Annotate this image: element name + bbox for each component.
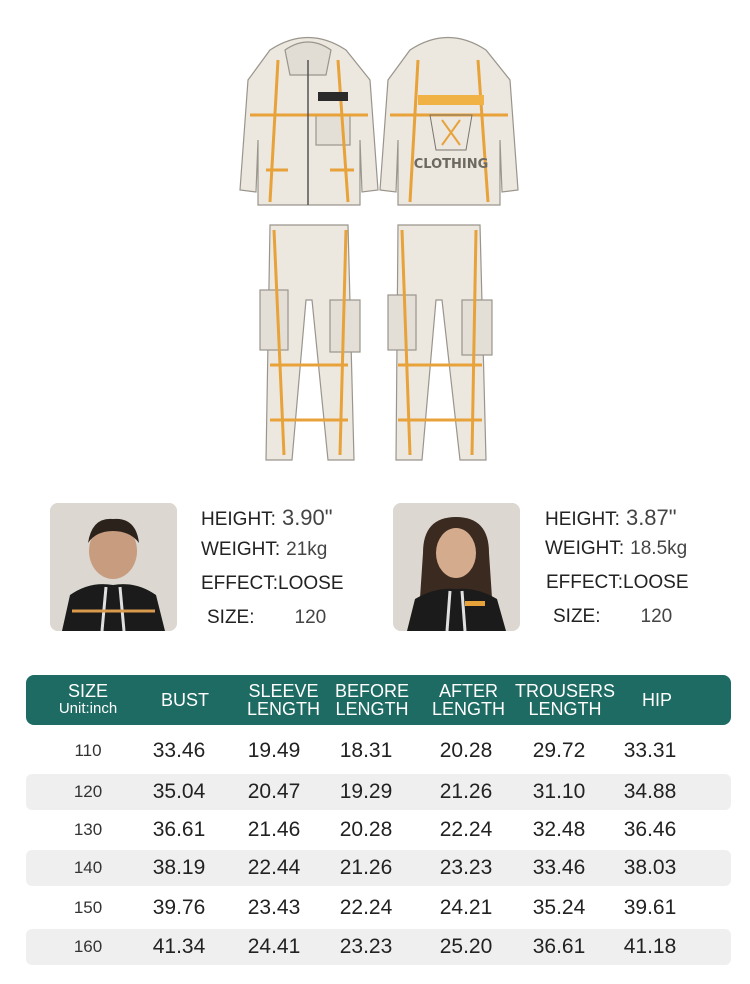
garment-illustration — [230, 20, 520, 475]
model-2-effect: EFFECT:LOOSE — [546, 572, 689, 593]
cell-after: 22.24 — [439, 818, 493, 841]
model-2-height: HEIGHT: 3.87" — [545, 505, 677, 530]
cell-sleeve: 20.47 — [247, 780, 301, 803]
model-2-size: SIZE: 120 — [553, 606, 673, 627]
jacket-back-print: CLOTHING — [413, 157, 489, 172]
cell-sleeve: 24.41 — [247, 935, 301, 958]
model-1-size: SIZE: 120 — [207, 607, 327, 628]
cell-hip: 36.46 — [623, 818, 677, 841]
cell-trousers: 32.48 — [532, 818, 586, 841]
table-row — [26, 929, 731, 965]
model-2-weight: WEIGHT: 18.5kg — [545, 538, 688, 559]
cell-bust: 39.76 — [152, 896, 206, 919]
table-row — [26, 890, 731, 926]
garment-sketch — [230, 20, 520, 475]
cell-bust: 35.04 — [152, 780, 206, 803]
cell-trousers: 33.46 — [532, 856, 586, 879]
cell-after: 23.23 — [439, 856, 493, 879]
cell-after: 24.21 — [439, 896, 493, 919]
table-row — [26, 733, 731, 769]
cell-before: 21.26 — [339, 856, 393, 879]
cell-bust: 38.19 — [152, 856, 206, 879]
header-sleeve-length: SLEEVE LENGTH — [246, 681, 320, 719]
cell-hip: 38.03 — [623, 856, 677, 879]
cell-sleeve: 23.43 — [247, 896, 301, 919]
cell-bust: 36.61 — [152, 818, 206, 841]
cell-trousers: 36.61 — [532, 935, 586, 958]
cell-size: 120 — [73, 782, 103, 801]
cell-trousers: 35.24 — [532, 896, 586, 919]
cell-before: 23.23 — [339, 935, 393, 958]
cell-trousers: 29.72 — [532, 739, 586, 762]
cell-bust: 41.34 — [152, 935, 206, 958]
cell-before: 19.29 — [339, 780, 393, 803]
model-1-height: HEIGHT: 3.90" — [201, 505, 333, 530]
header-after-length: AFTER LENGTH — [431, 681, 505, 719]
cell-hip: 41.18 — [623, 935, 677, 958]
cell-before: 22.24 — [339, 896, 393, 919]
table-header — [26, 675, 731, 725]
model-1-effect: EFFECT:LOOSE — [201, 573, 344, 594]
cell-before: 18.31 — [339, 739, 393, 762]
model-photo-girl — [393, 503, 520, 631]
cell-hip: 39.61 — [623, 896, 677, 919]
cell-size: 130 — [73, 820, 103, 839]
model-1-weight: WEIGHT: 21kg — [201, 539, 328, 560]
cell-hip: 33.31 — [623, 739, 677, 762]
table-row — [26, 812, 731, 848]
cell-sleeve: 22.44 — [247, 856, 301, 879]
cell-after: 25.20 — [439, 935, 493, 958]
model-photo-boy — [50, 503, 177, 631]
cell-after: 20.28 — [439, 739, 493, 762]
cell-before: 20.28 — [339, 818, 393, 841]
table-row — [26, 774, 731, 810]
model-info-section — [0, 495, 750, 645]
cell-size: 160 — [73, 937, 103, 956]
cell-size: 140 — [73, 858, 103, 877]
header-bust: BUST — [160, 690, 209, 710]
header-before-length: BEFORE LENGTH — [334, 681, 409, 719]
header-trousers-length: TROUSERS LENGTH — [514, 681, 615, 719]
cell-sleeve: 21.46 — [247, 818, 301, 841]
cell-sleeve: 19.49 — [247, 739, 301, 762]
size-chart-table — [26, 675, 731, 958]
cell-trousers: 31.10 — [532, 780, 586, 803]
cell-size: 110 — [74, 741, 102, 760]
cell-bust: 33.46 — [152, 739, 206, 762]
header-hip: HIP — [641, 690, 672, 710]
cell-after: 21.26 — [439, 780, 493, 803]
table-row — [26, 850, 731, 886]
header-size: SIZE Unit:inch — [58, 681, 118, 717]
cell-hip: 34.88 — [623, 780, 677, 803]
cell-size: 150 — [73, 898, 103, 917]
